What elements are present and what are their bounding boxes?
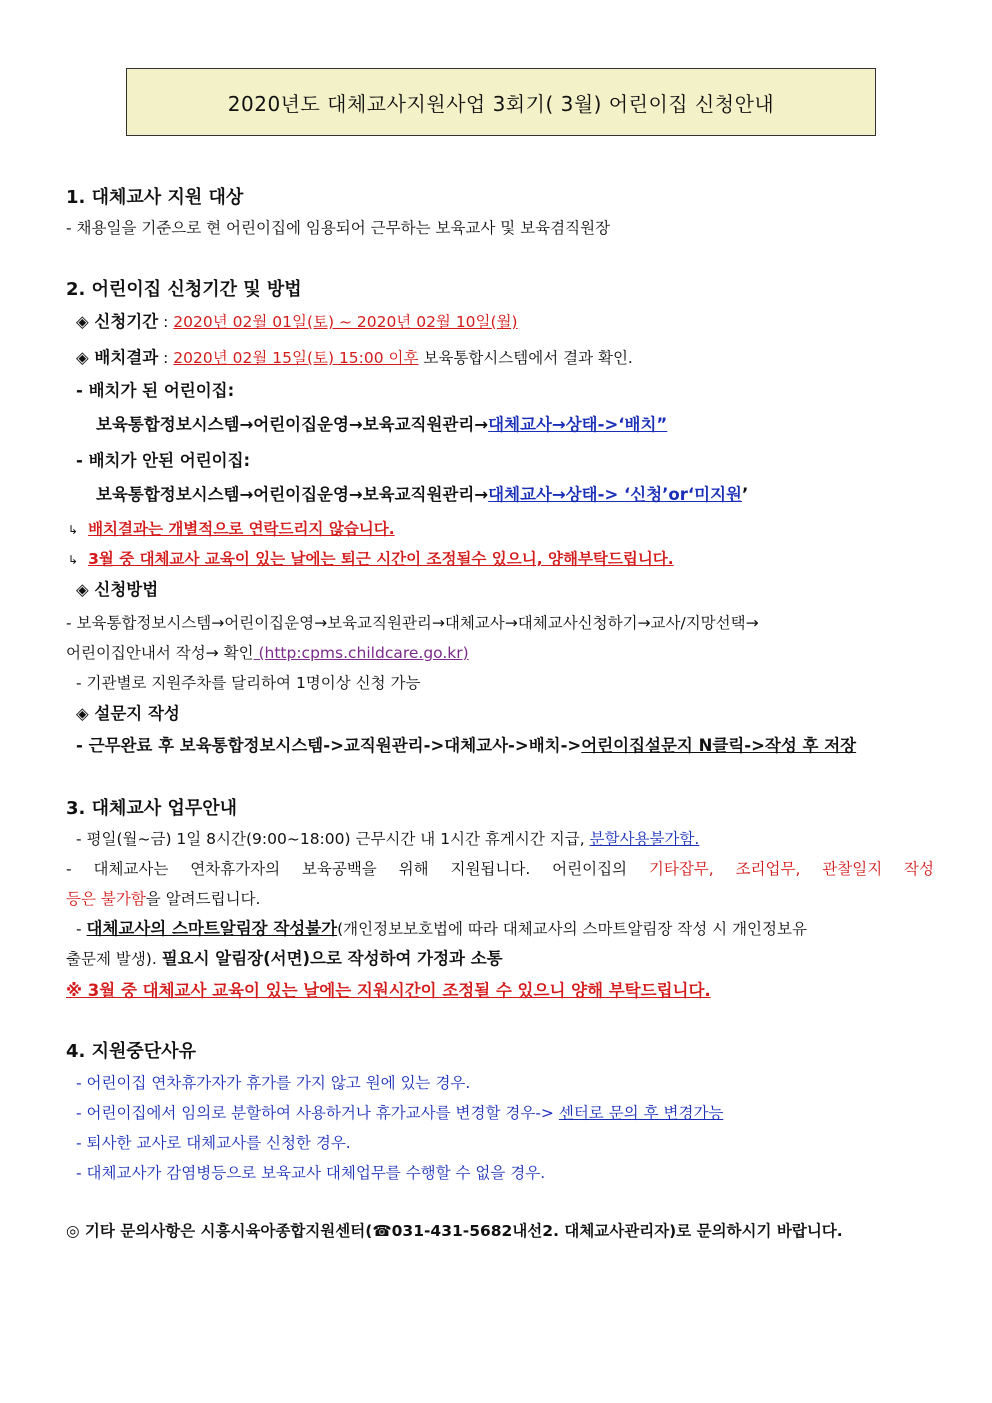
note-1-text: 배치결과는 개별적으로 연락드리지 않습니다. <box>88 520 395 538</box>
result-value: 2020년 02월 15일(토) 15:00 이후 <box>173 349 419 367</box>
s3-line-4-underlined: 대체교사의 스마트알림장 작성불가 <box>86 919 338 938</box>
s3-line-5 <box>66 948 503 970</box>
s3-line-3-red: 등은 불가함 <box>66 890 146 908</box>
method-line-2 <box>66 642 469 664</box>
s4-line-3: - 퇴사한 교사로 대체교사를 신청한 경우. <box>76 1134 351 1152</box>
s4-line-2-text: - 어린이집에서 임의로 분할하여 사용하거나 휴가교사를 변경할 경우-> <box>76 1104 554 1122</box>
survey-label: ◈ 설문지 작성 <box>76 704 180 723</box>
period-row <box>76 311 518 333</box>
s3-line-2-text: - 대체교사는 연차휴가자의 보육공백을 위해 지원됩니다. 어린이집의 <box>66 860 628 878</box>
note-2 <box>68 548 674 571</box>
notplaced-path <box>96 484 748 506</box>
period-sep: : <box>158 313 174 331</box>
placed-path-link: 대체교사→상태->‘배치” <box>488 415 668 434</box>
s3-line-3-text: 을 알려드립니다. <box>145 890 261 908</box>
method-line-2-text: 어린이집안내서 작성→ 확인 <box>66 644 254 662</box>
s3-line-1-text: - 평일(월~금) 1일 8시간(9:00~18:00) 근무시간 내 1시간 휴게시간 지급, <box>76 830 585 848</box>
s3-line-4-text: (개인정보보호법에 따라 대체교사의 스마트알림장 작성 시 개인정보유 <box>337 920 807 938</box>
section-2-heading: 2. 어린이집 신청기간 및 방법 <box>66 279 302 300</box>
s3-line-3 <box>66 888 260 910</box>
survey-line <box>76 735 856 757</box>
s4-line-2-underlined: 센터로 문의 후 변경가능 <box>558 1104 724 1122</box>
s3-line-1 <box>76 828 699 850</box>
s3-line-2 <box>66 858 934 880</box>
note-1-arrow-icon: ↳ <box>68 523 79 537</box>
method-line-3: - 기관별로 지원주차를 달리하여 1명이상 신청 가능 <box>76 674 421 692</box>
notplaced-path-end: ’ <box>742 485 749 504</box>
method-label: ◈ 신청방법 <box>76 580 159 599</box>
placed-path-text: 보육통합정보시스템→어린이집운영→보육교직원관리→ <box>96 415 489 434</box>
s3-line-4: - 대체교사의 스마트알림장 작성불가(개인정보보호법에 따라 대체교사의 스마트알림장 작성 시 개인정보유 <box>76 919 807 938</box>
survey-line-text: - 근무완료 후 보육통합정보시스템->교직원관리->대체교사->배치-> <box>76 736 582 755</box>
document-title: 2020년도 대체교사지원사업 3회기( 3월) 어린이집 신청안내 <box>126 68 876 136</box>
method-link[interactable]: (http:cpms.childcare.go.kr) <box>253 644 469 662</box>
s4-line-1: - 어린이집 연차휴가자가 휴가를 가지 않고 원에 있는 경우. <box>76 1074 471 1092</box>
result-tail: 보육통합시스템에서 결과 확인. <box>418 349 633 367</box>
footer-contact: ◎ 기타 문의사항은 시흥시육아종합지원센터(☎031-431-5682내선2. 대체교사관리자)로 문의하시기 바랍니다. <box>66 1222 843 1240</box>
s3-line-5-text: 출문제 발생). <box>66 950 157 968</box>
note-1 <box>68 518 395 541</box>
period-label: ◈ 신청기간 <box>76 312 159 331</box>
section-1-heading: 1. 대체교사 지원 대상 <box>66 187 244 208</box>
placed-title: - 배치가 된 어린이집: <box>76 381 235 400</box>
section-1-text: - 채용일을 기준으로 현 어린이집에 임용되어 근무하는 보육교사 및 보육겸직원장 <box>66 219 611 237</box>
result-sep: : <box>158 349 174 367</box>
note-2-text: 3월 중 대체교사 교육이 있는 날에는 퇴근 시간이 조정될수 있으니, 양해부탁드립니다. <box>88 550 674 568</box>
section-4-heading: 4. 지원중단사유 <box>66 1041 196 1062</box>
notplaced-path-text: 보육통합정보시스템→어린이집운영→보육교직원관리→ <box>96 485 489 504</box>
result-label: ◈ 배치결과 <box>76 348 159 367</box>
result-row <box>76 347 633 369</box>
notplaced-title: - 배치가 안된 어린이집: <box>76 451 251 470</box>
period-value: 2020년 02월 01일(토) ~ 2020년 02월 10일(월) <box>173 313 518 331</box>
s3-line-5-bold: 필요시 알림장(서면)으로 작성하여 가정과 소통 <box>161 949 503 968</box>
s4-line-4: - 대체교사가 감염병등으로 보육교사 대체업무를 수행할 수 없을 경우. <box>76 1164 546 1182</box>
placed-path <box>96 414 667 436</box>
note-2-arrow-icon: ↳ <box>68 553 79 567</box>
notplaced-path-link: 대체교사→상태-> ‘신청’or‘미지원 <box>488 485 742 504</box>
method-line-1: - 보육통합정보시스템→어린이집운영→보육교직원관리→대체교사→대체교사신청하기→교사/지망선택→ <box>66 614 759 632</box>
section-3-heading: 3. 대체교사 업무안내 <box>66 798 237 819</box>
survey-line-underlined: 어린이집설문지 N클릭->작성 후 저장 <box>581 736 857 755</box>
s4-line-2 <box>76 1102 723 1124</box>
s3-line-1-underlined: 분할사용불가함. <box>589 830 700 848</box>
s3-notice: ※ 3월 중 대체교사 교육이 있는 날에는 지원시간이 조정될 수 있으니 양해 부탁드립니다. <box>66 981 711 1000</box>
s3-line-2-red: 기타잡무, 조리업무, 관찰일지 작성 <box>648 860 934 878</box>
